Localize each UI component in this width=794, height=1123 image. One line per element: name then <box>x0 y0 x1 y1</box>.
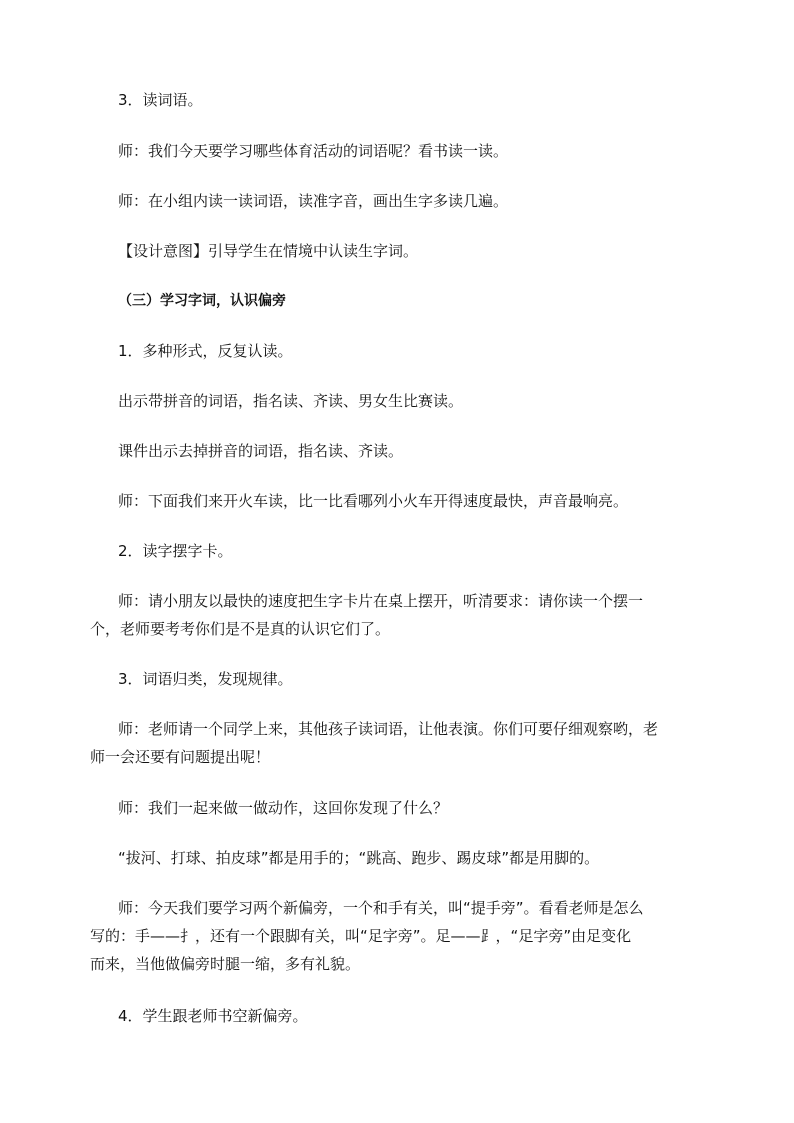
paragraph-cards-line-2: 个，老师要考考你们是不是真的认识它们了。 <box>90 620 391 638</box>
paragraph-design-intent: 【设计意图】引导学生在情境中认读生字词。 <box>118 242 419 260</box>
paragraph-group-reading: 师：在小组内读一读词语，读准字音，画出生字多读几遍。 <box>118 192 509 210</box>
paragraph-read-words: 3．读词语。 <box>118 91 203 109</box>
paragraph-step-4: 4．学生跟老师书空新偏旁。 <box>118 1007 308 1025</box>
paragraph-hand-foot: “拔河、打球、拍皮球”都是用手的；“跳高、跑步、踢皮球”都是用脚的。 <box>118 849 600 867</box>
paragraph-step-1: 1．多种形式，反复认读。 <box>118 342 293 360</box>
paragraph-teacher-question: 师：我们今天要学习哪些体育活动的词语呢？看书读一读。 <box>118 142 509 160</box>
paragraph-radicals-line-3: 而来，当他做偏旁时腿一缩，多有礼貌。 <box>90 955 361 973</box>
paragraph-remove-pinyin: 课件出示去掉拼音的词语，指名读、齐读。 <box>118 442 404 460</box>
paragraph-radicals-line-1: 师：今天我们要学习两个新偏旁，一个和手有关，叫“提手旁”。看看老师是怎么 <box>118 899 644 917</box>
paragraph-train-reading: 师：下面我们来开火车读，比一比看哪列小火车开得速度最快，声音最响亮。 <box>118 492 629 510</box>
paragraph-show-pinyin: 出示带拼音的词语，指名读、齐读、男女生比赛读。 <box>118 392 464 410</box>
paragraph-radicals-line-2: 写的：手——扌，还有一个跟脚有关，叫“足字旁”。足——⻊，“足字旁”由足变化 <box>90 927 632 945</box>
paragraph-act-line-1: 师：老师请一个同学上来，其他孩子读词语，让他表演。你们可要仔细观察哟，老 <box>118 720 659 738</box>
paragraph-act-line-2: 师一会还要有问题提出呢！ <box>90 748 271 766</box>
paragraph-step-3: 3．词语归类，发现规律。 <box>118 670 293 688</box>
paragraph-step-2: 2．读字摆字卡。 <box>118 542 233 560</box>
section-heading: （三）学习字词，认识偏旁 <box>118 293 286 309</box>
paragraph-cards-line-1: 师：请小朋友以最快的速度把生字卡片在桌上摆开，听清要求：请你读一个摆一 <box>118 592 644 610</box>
paragraph-actions: 师：我们一起来做一做动作，这回你发现了什么？ <box>118 799 449 817</box>
